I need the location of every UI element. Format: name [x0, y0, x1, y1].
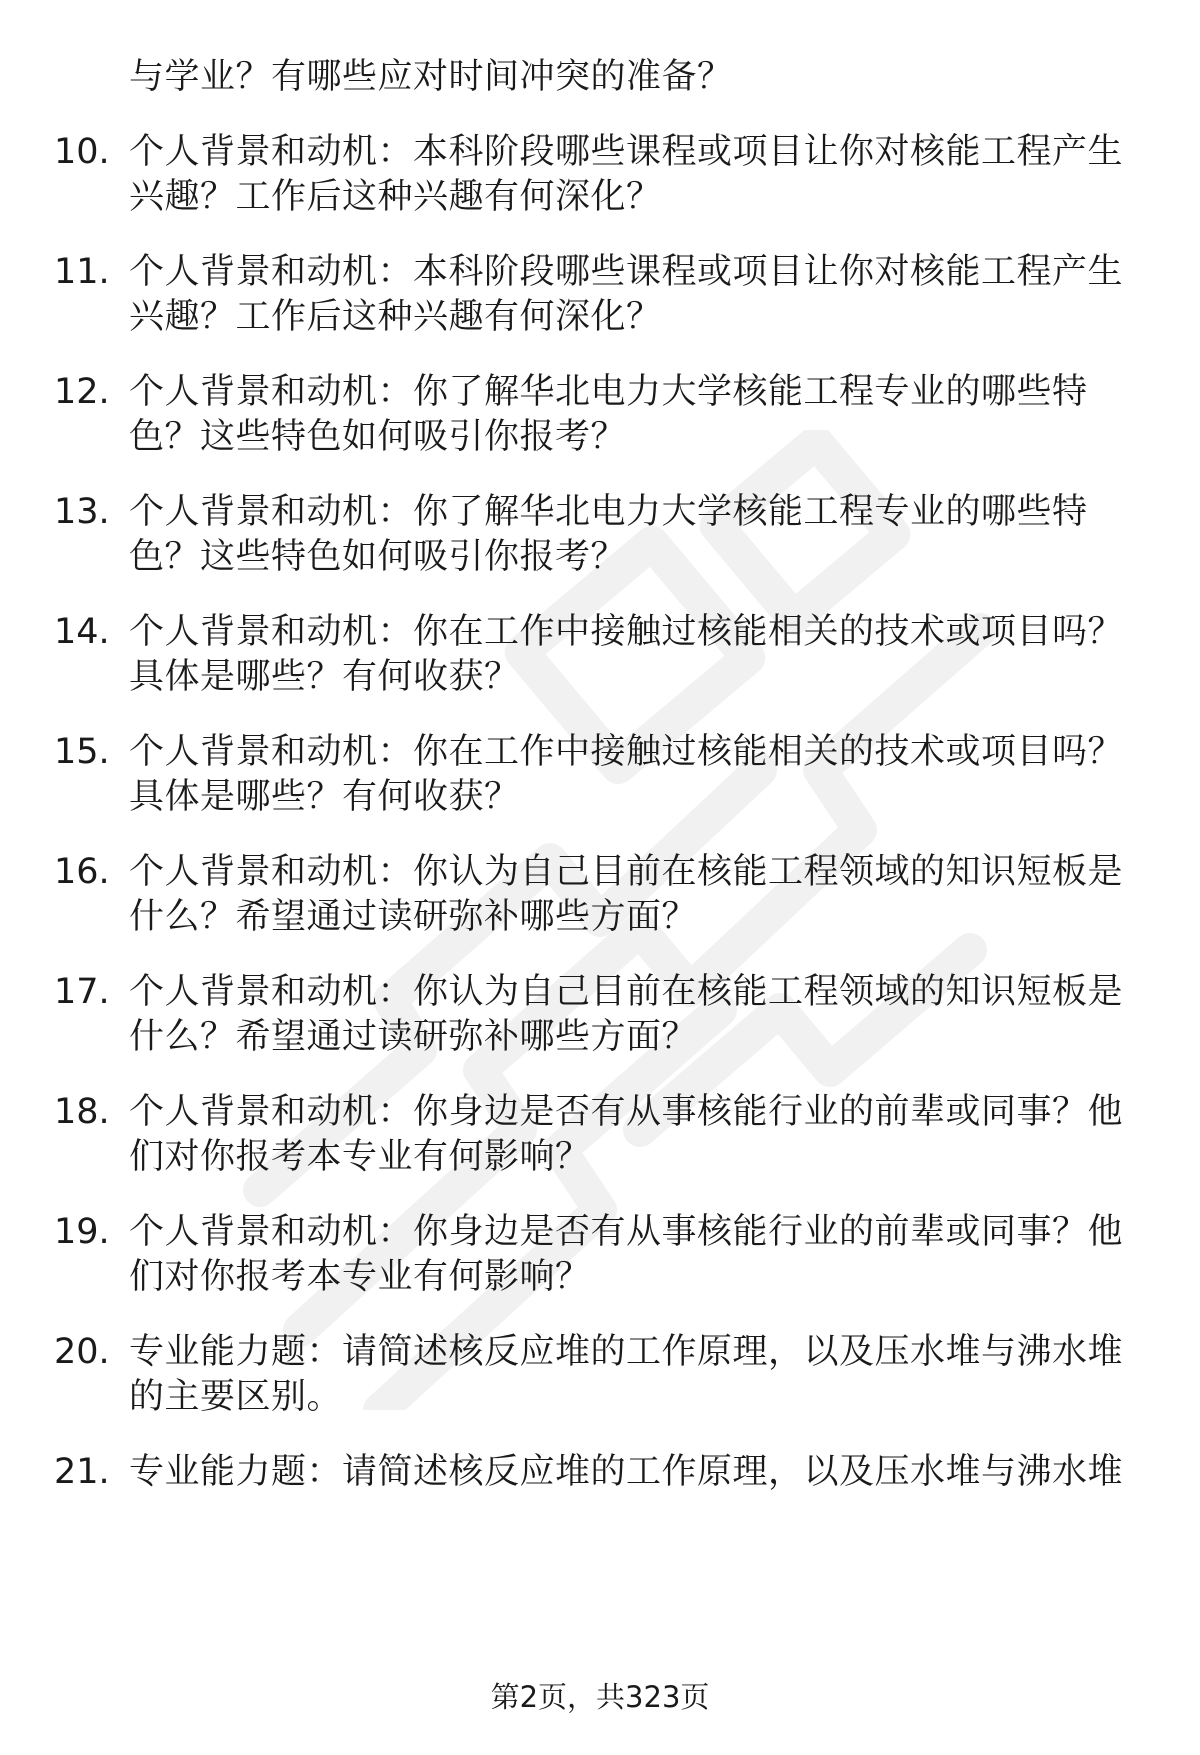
item-number: 17.	[54, 972, 110, 1012]
item-number: 20.	[54, 1332, 110, 1372]
item-line: 具体是哪些？有何收获？	[129, 777, 520, 817]
continuation-line: 与学业？有哪些应对时间冲突的准备？	[129, 57, 733, 97]
item-line: 专业能力题：请简述核反应堆的工作原理，以及压水堆与沸水堆	[129, 1452, 1124, 1492]
item-line: 个人背景和动机：你认为自己目前在核能工程领域的知识短板是	[129, 972, 1124, 1012]
item-line: 们对你报考本专业有何影响？	[129, 1257, 591, 1297]
item-number: 11.	[54, 252, 110, 292]
item-line: 兴趣？工作后这种兴趣有何深化？	[129, 297, 662, 337]
item-number: 16.	[54, 852, 110, 892]
item-line: 个人背景和动机：你身边是否有从事核能行业的前辈或同事？他	[129, 1212, 1124, 1252]
item-number: 12.	[54, 372, 110, 412]
item-line: 色？这些特色如何吸引你报考？	[129, 417, 627, 457]
item-number: 13.	[54, 492, 110, 532]
item-line: 的主要区别。	[129, 1377, 343, 1417]
item-line: 们对你报考本专业有何影响？	[129, 1137, 591, 1177]
item-line: 个人背景和动机：你在工作中接触过核能相关的技术或项目吗？	[129, 732, 1124, 772]
item-line: 个人背景和动机：你身边是否有从事核能行业的前辈或同事？他	[129, 1092, 1124, 1132]
page-footer: 第2页，共323页	[490, 1680, 710, 1714]
item-line: 专业能力题：请简述核反应堆的工作原理，以及压水堆与沸水堆	[129, 1332, 1124, 1372]
item-line: 什么？希望通过读研弥补哪些方面？	[129, 1017, 698, 1057]
item-number: 19.	[54, 1212, 110, 1252]
item-line: 个人背景和动机：你认为自己目前在核能工程领域的知识短板是	[129, 852, 1124, 892]
item-number: 14.	[54, 612, 110, 652]
item-line: 兴趣？工作后这种兴趣有何深化？	[129, 177, 662, 217]
item-line: 个人背景和动机：你了解华北电力大学核能工程专业的哪些特	[129, 372, 1088, 412]
item-number: 21.	[54, 1452, 110, 1492]
item-line: 个人背景和动机：本科阶段哪些课程或项目让你对核能工程产生	[129, 252, 1124, 292]
item-number: 15.	[54, 732, 110, 772]
item-line: 个人背景和动机：你了解华北电力大学核能工程专业的哪些特	[129, 492, 1088, 532]
item-line: 个人背景和动机：你在工作中接触过核能相关的技术或项目吗？	[129, 612, 1124, 652]
item-line: 具体是哪些？有何收获？	[129, 657, 520, 697]
item-line: 色？这些特色如何吸引你报考？	[129, 537, 627, 577]
item-line: 个人背景和动机：本科阶段哪些课程或项目让你对核能工程产生	[129, 132, 1124, 172]
item-line: 什么？希望通过读研弥补哪些方面？	[129, 897, 698, 937]
item-number: 10.	[54, 132, 110, 172]
item-number: 18.	[54, 1092, 110, 1132]
